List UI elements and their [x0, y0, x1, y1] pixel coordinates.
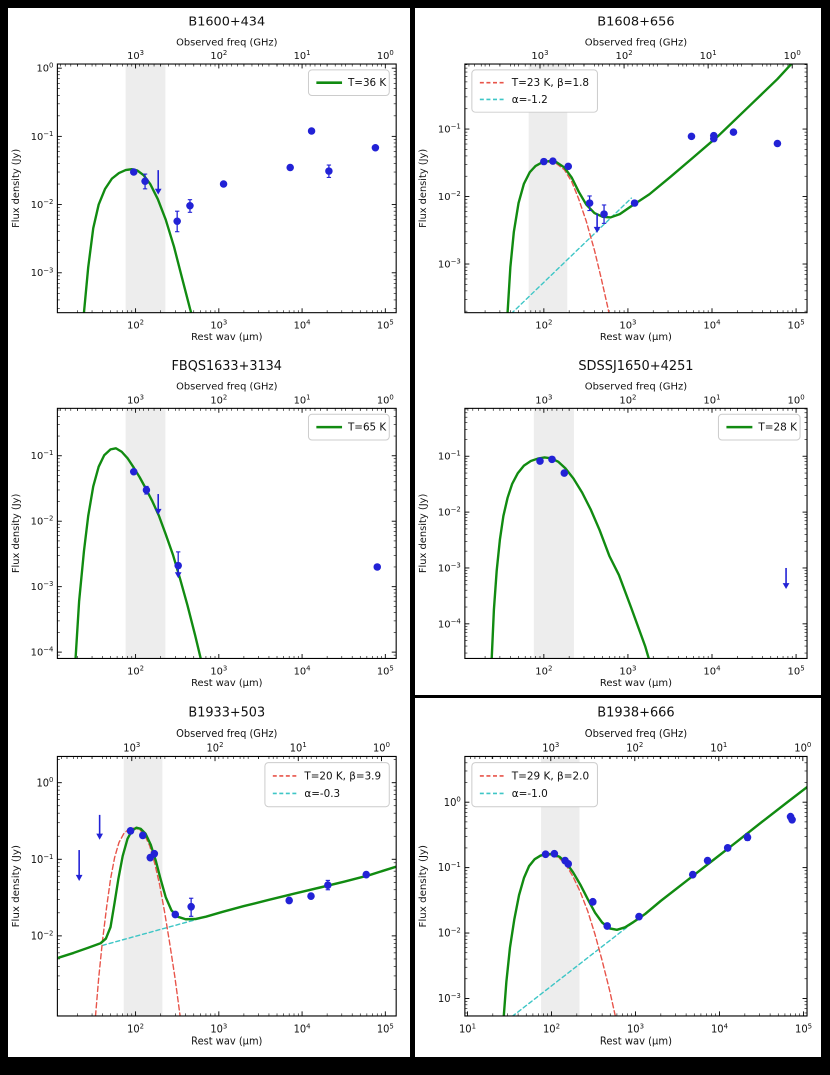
data-point-marker	[127, 827, 135, 835]
data-point-marker	[130, 168, 138, 175]
y-tick-label: $10^{-1}$	[30, 449, 54, 463]
top-tick-label: $10^3$	[127, 393, 145, 407]
data-point-marker	[589, 898, 597, 906]
data-point-marker	[564, 860, 572, 868]
panel-title: B1600+434	[188, 14, 266, 30]
y-tick-label: $10^{-2}$	[437, 925, 461, 940]
data-point-marker	[704, 857, 712, 865]
data-point	[689, 871, 697, 879]
x-tick-label: $10^3$	[619, 664, 637, 678]
data-point-marker	[542, 850, 550, 858]
legend-box	[308, 70, 389, 96]
data-point	[325, 165, 333, 177]
data-point	[151, 850, 159, 858]
data-point-marker	[172, 911, 180, 919]
data-point	[130, 468, 138, 476]
x-tick-label: $10^5$	[787, 318, 805, 332]
panel-title: FBQS1633+3134	[171, 358, 282, 374]
plot-spines	[57, 64, 396, 313]
upper-limit-arrow	[76, 850, 83, 881]
top-tick-label: $10^2$	[626, 740, 644, 755]
sed-panel-cell-4	[8, 698, 410, 1057]
x-tick-label: $10^2$	[535, 664, 553, 678]
data-point	[173, 211, 181, 232]
y-tick-label: $10^{-1}$	[437, 860, 461, 875]
x-tick-label: $10^5$	[376, 1021, 394, 1036]
data-point-marker	[774, 140, 782, 147]
top-tick-label: $10^3$	[127, 49, 145, 63]
x-tick-label: $10^5$	[787, 664, 805, 678]
data-point-marker	[173, 217, 181, 224]
top-tick-label: $10^1$	[293, 49, 311, 63]
data-point-marker	[548, 456, 556, 464]
data-point-marker	[372, 144, 380, 151]
data-point	[548, 456, 556, 464]
axis-minor-ticks	[57, 64, 396, 313]
data-point-marker	[220, 180, 228, 187]
y-tick-label: $10^{-3}$	[437, 561, 461, 575]
data-point	[730, 128, 738, 135]
y-tick-label: $10^{-1}$	[437, 122, 461, 136]
panel-title: B1933+503	[188, 705, 266, 721]
sed-panel-B1938+666	[415, 698, 821, 1057]
data-point	[631, 199, 639, 206]
top-axis-label: Observed freq (GHz)	[176, 728, 278, 741]
legend-label: α=-1.0	[511, 786, 548, 801]
y-tick-label: $10^{-2}$	[30, 514, 54, 528]
data-point-marker	[688, 133, 696, 140]
data-point-marker	[143, 486, 151, 494]
data-point-marker	[586, 199, 594, 206]
data-point	[564, 163, 572, 170]
x-tick-label: $10^2$	[127, 318, 145, 332]
sed-panel-cell-0	[8, 8, 410, 352]
y-tick-label: $10^{-2}$	[30, 928, 54, 943]
y-tick-label: $10^0$	[36, 775, 54, 790]
data-point-marker	[308, 127, 316, 134]
x-axis-label: Rest wav (μm)	[191, 332, 263, 344]
x-tick-label: $10^5$	[376, 664, 394, 678]
y-tick-label: $10^0$	[443, 794, 461, 809]
data-point	[549, 157, 557, 164]
x-tick-label: $10^2$	[127, 664, 145, 678]
y-tick-label: $10^{-3}$	[437, 990, 461, 1006]
data-point	[374, 563, 382, 571]
y-tick-label: $10^{-1}$	[30, 851, 54, 866]
ir-band-highlight	[534, 408, 574, 658]
data-point-marker	[730, 128, 738, 135]
data-point-marker	[603, 922, 611, 930]
data-point-marker	[540, 158, 548, 165]
y-tick-label: $10^{-4}$	[30, 645, 54, 659]
data-point-marker	[139, 832, 147, 840]
x-tick-label: $10^2$	[535, 318, 553, 332]
legend-label: T=36 K	[347, 77, 387, 90]
total-fit-curve	[59, 828, 396, 958]
ir-band-highlight	[126, 408, 166, 658]
sed-panel-B1933+503	[8, 698, 410, 1057]
y-tick-label: $10^{-1}$	[30, 129, 54, 143]
data-point	[139, 832, 147, 840]
x-tick-label: $10^4$	[703, 318, 721, 332]
top-tick-label: $10^1$	[289, 740, 307, 755]
top-tick-label: $10^0$	[787, 393, 805, 407]
data-point	[635, 913, 643, 921]
y-tick-label: $10^{-1}$	[437, 449, 461, 463]
data-point-marker	[600, 210, 608, 217]
data-point-marker	[710, 135, 718, 142]
data-point	[172, 911, 180, 919]
legend-label: T=29 K, β=2.0	[511, 769, 590, 783]
data-point	[560, 469, 568, 477]
data-point-marker	[744, 833, 752, 841]
data-point-marker	[130, 468, 138, 476]
y-tick-label: $10^{-3}$	[437, 257, 461, 271]
y-axis-label: Flux density (Jy)	[417, 493, 429, 574]
top-tick-label: $10^2$	[210, 49, 228, 63]
data-point-marker	[374, 563, 382, 571]
top-axis-label: Observed freq (GHz)	[584, 728, 688, 741]
panel-title: B1938+666	[597, 705, 675, 721]
top-tick-label: $10^0$	[794, 740, 812, 755]
ir-band-highlight	[124, 756, 163, 1016]
data-point-marker	[631, 199, 639, 206]
top-tick-label: $10^3$	[535, 393, 553, 407]
x-tick-label: $10^4$	[710, 1021, 729, 1036]
y-tick-label: $10^{-4}$	[437, 617, 461, 631]
y-axis-label: Flux density (Jy)	[10, 148, 22, 228]
data-point-marker	[635, 913, 643, 921]
y-axis-label: Flux density (Jy)	[11, 845, 22, 928]
top-tick-label: $10^2$	[615, 49, 633, 63]
data-point-marker	[187, 903, 195, 911]
legend-label: α=-1.2	[511, 93, 548, 106]
top-tick-label: $10^1$	[710, 740, 728, 755]
data-point	[688, 133, 696, 140]
top-tick-label: $10^0$	[783, 49, 801, 63]
top-tick-label: $10^2$	[210, 393, 228, 407]
data-point	[586, 196, 594, 211]
x-tick-label: $10^4$	[293, 318, 311, 332]
data-point	[542, 850, 550, 858]
data-point-marker	[141, 177, 149, 184]
axis-minor-ticks	[57, 408, 396, 658]
legend-label: T=20 K, β=3.9	[304, 770, 382, 783]
data-point-marker	[788, 816, 796, 824]
top-axis-label: Observed freq (GHz)	[176, 381, 278, 393]
data-point	[127, 827, 135, 835]
y-tick-label: $10^{-2}$	[437, 190, 461, 203]
data-point	[286, 164, 294, 171]
data-point	[186, 200, 194, 213]
data-point	[130, 168, 138, 175]
x-axis-label: Rest wav (μm)	[599, 332, 672, 344]
top-tick-label: $10^1$	[703, 393, 721, 407]
data-point-marker	[307, 892, 315, 900]
top-tick-label: $10^3$	[531, 49, 549, 63]
y-tick-label: $10^0$	[36, 61, 54, 75]
data-point-marker	[689, 871, 697, 879]
data-point	[536, 457, 544, 465]
legend-label: T=65 K	[347, 421, 387, 434]
top-axis-label: Observed freq (GHz)	[176, 37, 278, 49]
legend-box	[472, 763, 598, 807]
legend-box	[265, 763, 389, 807]
data-point-marker	[549, 157, 557, 164]
sed-panel-SDSSJ1650+4251	[415, 352, 821, 698]
x-tick-label: $10^5$	[376, 318, 394, 332]
x-axis-label: Rest wav (μm)	[599, 678, 672, 690]
panel-divider-line	[415, 695, 821, 698]
data-point-marker	[536, 457, 544, 465]
y-tick-label: $10^{-2}$	[30, 198, 54, 212]
data-point	[724, 844, 732, 852]
top-tick-label: $10^0$	[376, 49, 394, 63]
x-tick-label: $10^2$	[127, 1021, 145, 1036]
x-tick-label: $10^3$	[626, 1021, 645, 1036]
top-tick-label: $10^0$	[376, 393, 394, 407]
sed-panel-B1600+434	[8, 8, 410, 352]
y-axis-label: Flux density (Jy)	[10, 493, 22, 574]
x-tick-label: $10^1$	[458, 1021, 477, 1036]
data-point	[372, 144, 380, 151]
legend-label: T=23 K, β=1.8	[511, 77, 590, 90]
data-point	[788, 816, 796, 824]
upper-limit-arrow	[96, 815, 103, 840]
x-axis-label: Rest wav (μm)	[191, 1036, 263, 1048]
data-point	[308, 127, 316, 134]
data-point	[603, 922, 611, 930]
x-tick-label: $10^3$	[210, 664, 228, 678]
panel-title: SDSSJ1650+4251	[578, 358, 694, 374]
data-point-marker	[286, 164, 294, 171]
y-axis-label: Flux density (Jy)	[418, 844, 429, 928]
x-axis-label: Rest wav (μm)	[599, 1036, 672, 1048]
legend-box	[472, 70, 598, 112]
data-point-marker	[325, 167, 333, 174]
x-tick-label: $10^4$	[293, 664, 311, 678]
data-point	[362, 871, 370, 879]
legend-box	[718, 414, 800, 440]
data-point-marker	[151, 850, 159, 858]
panel-title: B1608+656	[597, 14, 675, 30]
data-point	[324, 880, 332, 889]
top-tick-label: $10^1$	[699, 49, 717, 63]
data-point	[307, 892, 315, 900]
data-point	[774, 140, 782, 147]
legend-label: T=28 K	[758, 421, 797, 434]
x-tick-label: $10^3$	[210, 318, 228, 332]
y-tick-label: $10^{-2}$	[437, 505, 461, 519]
y-tick-label: $10^{-3}$	[30, 266, 54, 280]
x-tick-label: $10^3$	[210, 1021, 228, 1036]
data-point	[710, 135, 718, 142]
data-point	[589, 898, 597, 906]
axis-ticks	[57, 408, 396, 658]
sed-panel-cell-3	[415, 352, 821, 698]
top-tick-label: $10^1$	[293, 393, 311, 407]
top-tick-label: $10^3$	[123, 740, 141, 755]
data-point	[285, 897, 293, 905]
data-point	[220, 180, 228, 187]
sed-panel-cell-1	[415, 8, 821, 352]
upper-limit-arrow	[783, 568, 790, 589]
legend-label: α=-0.3	[304, 787, 341, 801]
sed-panel-cell-2	[8, 352, 410, 698]
data-point-marker	[285, 897, 293, 905]
x-tick-label: $10^2$	[542, 1021, 561, 1036]
curves-group	[59, 828, 396, 1057]
sed-panel-FBQS1633+3134	[8, 352, 410, 698]
top-axis-label: Observed freq (GHz)	[584, 381, 688, 393]
data-point-marker	[362, 871, 370, 879]
data-point-marker	[724, 844, 732, 852]
data-point	[564, 860, 572, 868]
data-point-marker	[174, 562, 182, 570]
sed-panel-cell-5	[415, 698, 821, 1057]
legend-box	[308, 414, 389, 440]
y-axis-label: Flux density (Jy)	[417, 148, 429, 228]
top-tick-label: $10^2$	[206, 740, 224, 755]
data-point	[540, 158, 548, 165]
data-point	[600, 205, 608, 223]
data-point-marker	[551, 850, 559, 858]
data-point	[187, 898, 195, 916]
data-point	[704, 857, 712, 865]
top-tick-label: $10^2$	[619, 393, 637, 407]
top-tick-label: $10^0$	[373, 740, 390, 755]
sed-panel-B1608+656	[415, 8, 821, 352]
x-tick-label: $10^5$	[794, 1021, 813, 1036]
data-point-marker	[564, 163, 572, 170]
plot-spines	[57, 408, 396, 658]
x-tick-label: $10^3$	[619, 318, 637, 332]
x-axis-label: Rest wav (μm)	[191, 678, 263, 690]
data-point	[744, 833, 752, 841]
data-point-marker	[186, 202, 194, 209]
data-point-marker	[324, 881, 332, 889]
y-tick-label: $10^{-3}$	[30, 580, 54, 594]
data-point-marker	[560, 469, 568, 477]
x-tick-label: $10^4$	[703, 664, 721, 678]
data-point	[551, 850, 559, 858]
x-tick-label: $10^4$	[293, 1021, 311, 1036]
top-tick-label: $10^3$	[542, 740, 560, 755]
top-axis-label: Observed freq (GHz)	[584, 37, 688, 49]
axis-ticks	[57, 64, 396, 313]
